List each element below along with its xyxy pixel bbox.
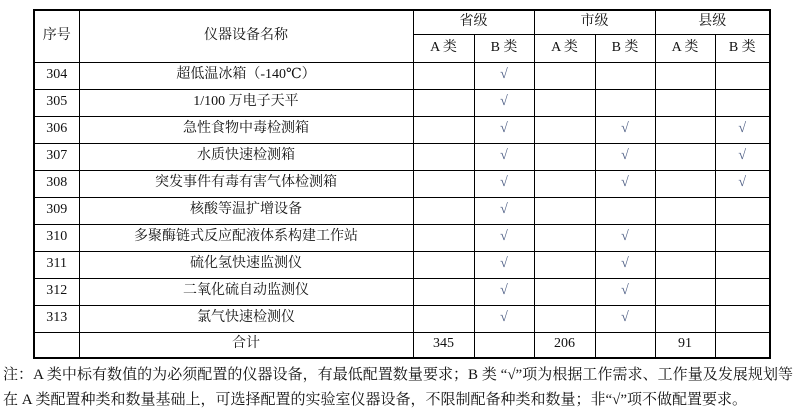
row-seq: 308 xyxy=(34,170,79,197)
empty-cell xyxy=(413,89,474,116)
header-seq: 序号 xyxy=(34,10,79,62)
empty-cell xyxy=(534,62,595,89)
footnote: 注：A 类中标有数值的为必须配置的仪器设备，有最低配置数量要求；B 类 “√”项为根据工作需求、工作量及发展规划等在 A 类配置种类和数量基础上，可选择配置的实验室仪器设备，不限制配备种类和数量；非“√”项不做配置要求。 xyxy=(3,367,793,408)
empty-cell xyxy=(413,251,474,278)
check-mark-cell: √ xyxy=(595,251,655,278)
table-row xyxy=(34,89,770,116)
table-row xyxy=(34,197,770,224)
check-mark-cell: √ xyxy=(474,197,534,224)
row-seq: 307 xyxy=(34,143,79,170)
check-mark-cell: √ xyxy=(474,305,534,332)
check-mark-cell: √ xyxy=(595,143,655,170)
row-seq: 313 xyxy=(34,305,79,332)
equipment-name: 突发事件有毒有害气体检测箱 xyxy=(79,170,413,197)
empty-cell xyxy=(413,62,474,89)
empty-cell xyxy=(715,197,770,224)
check-mark-cell: √ xyxy=(595,278,655,305)
empty-cell xyxy=(534,251,595,278)
table-row xyxy=(34,62,770,89)
empty-cell xyxy=(413,170,474,197)
empty-cell xyxy=(413,197,474,224)
check-mark-cell: √ xyxy=(474,89,534,116)
header-group-provincial: 省级 xyxy=(413,10,534,34)
empty-cell xyxy=(595,62,655,89)
empty-cell xyxy=(655,278,715,305)
table-row xyxy=(34,116,770,143)
header-county-class-a: A 类 xyxy=(655,34,715,62)
empty-cell xyxy=(534,143,595,170)
check-mark-cell: √ xyxy=(595,224,655,251)
empty-cell xyxy=(715,305,770,332)
check-mark-cell: √ xyxy=(474,116,534,143)
row-seq: 311 xyxy=(34,251,79,278)
check-mark-cell: √ xyxy=(715,116,770,143)
empty-cell xyxy=(715,224,770,251)
empty-cell xyxy=(534,170,595,197)
equipment-name: 超低温冰箱（-140℃） xyxy=(79,62,413,89)
empty-cell xyxy=(655,224,715,251)
empty-cell xyxy=(534,278,595,305)
equipment-name: 氯气快速检测仪 xyxy=(79,305,413,332)
equipment-name: 水质快速检测箱 xyxy=(79,143,413,170)
row-seq: 312 xyxy=(34,278,79,305)
check-mark-cell: √ xyxy=(715,170,770,197)
check-mark-cell: √ xyxy=(595,305,655,332)
empty-cell xyxy=(655,143,715,170)
empty-cell xyxy=(413,224,474,251)
row-seq: 309 xyxy=(34,197,79,224)
equipment-table xyxy=(33,9,771,359)
check-mark-cell: √ xyxy=(474,224,534,251)
equipment-name: 二氧化硫自动监测仪 xyxy=(79,278,413,305)
empty-cell xyxy=(715,251,770,278)
check-mark-cell: √ xyxy=(715,143,770,170)
empty-cell xyxy=(413,116,474,143)
empty-cell xyxy=(655,116,715,143)
empty-cell xyxy=(595,197,655,224)
empty-cell xyxy=(655,170,715,197)
check-mark-cell: √ xyxy=(595,116,655,143)
empty-cell xyxy=(413,143,474,170)
empty-cell xyxy=(595,89,655,116)
equipment-name: 急性食物中毒检测箱 xyxy=(79,116,413,143)
total-provincial-a: 345 xyxy=(413,332,474,358)
row-seq: 305 xyxy=(34,89,79,116)
row-seq: 304 xyxy=(34,62,79,89)
check-mark-cell: √ xyxy=(474,251,534,278)
header-group-municipal: 市级 xyxy=(534,10,655,34)
header-municipal-class-a: A 类 xyxy=(534,34,595,62)
empty-cell xyxy=(534,89,595,116)
empty-cell xyxy=(413,278,474,305)
empty-cell xyxy=(715,89,770,116)
total-row xyxy=(34,332,770,358)
table-row xyxy=(34,251,770,278)
empty-cell xyxy=(715,278,770,305)
empty-cell xyxy=(655,251,715,278)
row-seq: 310 xyxy=(34,224,79,251)
empty-cell xyxy=(534,224,595,251)
equipment-name: 多聚酶链式反应配液体系构建工作站 xyxy=(79,224,413,251)
total-county-a: 91 xyxy=(655,332,715,358)
check-mark-cell: √ xyxy=(474,143,534,170)
table-row xyxy=(34,278,770,305)
total-municipal-a: 206 xyxy=(534,332,595,358)
equipment-name: 核酸等温扩增设备 xyxy=(79,197,413,224)
header-county-class-b: B 类 xyxy=(715,34,770,62)
table-row xyxy=(34,143,770,170)
equipment-name: 硫化氢快速监测仪 xyxy=(79,251,413,278)
empty-cell xyxy=(715,62,770,89)
row-seq: 306 xyxy=(34,116,79,143)
equipment-rows xyxy=(34,62,770,332)
table-row xyxy=(34,170,770,197)
empty-cell xyxy=(655,62,715,89)
header-provincial-class-a: A 类 xyxy=(413,34,474,62)
empty-cell xyxy=(534,197,595,224)
check-mark-cell: √ xyxy=(474,278,534,305)
empty-cell xyxy=(534,305,595,332)
table-row xyxy=(34,305,770,332)
empty-cell xyxy=(413,305,474,332)
empty-cell xyxy=(655,89,715,116)
equipment-name: 1/100 万电子天平 xyxy=(79,89,413,116)
check-mark-cell: √ xyxy=(474,62,534,89)
header-equipment-name: 仪器设备名称 xyxy=(79,10,413,62)
total-label: 合计 xyxy=(79,332,413,358)
empty-cell xyxy=(655,305,715,332)
empty-cell xyxy=(534,116,595,143)
total-provincial-b xyxy=(474,332,534,358)
total-seq-empty xyxy=(34,332,79,358)
header-municipal-class-b: B 类 xyxy=(595,34,655,62)
table-row xyxy=(34,224,770,251)
empty-cell xyxy=(655,197,715,224)
header-group-county: 县级 xyxy=(655,10,770,34)
header-group-row xyxy=(34,10,770,34)
check-mark-cell: √ xyxy=(595,170,655,197)
total-county-b xyxy=(715,332,770,358)
check-mark-cell: √ xyxy=(474,170,534,197)
total-municipal-b xyxy=(595,332,655,358)
header-provincial-class-b: B 类 xyxy=(474,34,534,62)
